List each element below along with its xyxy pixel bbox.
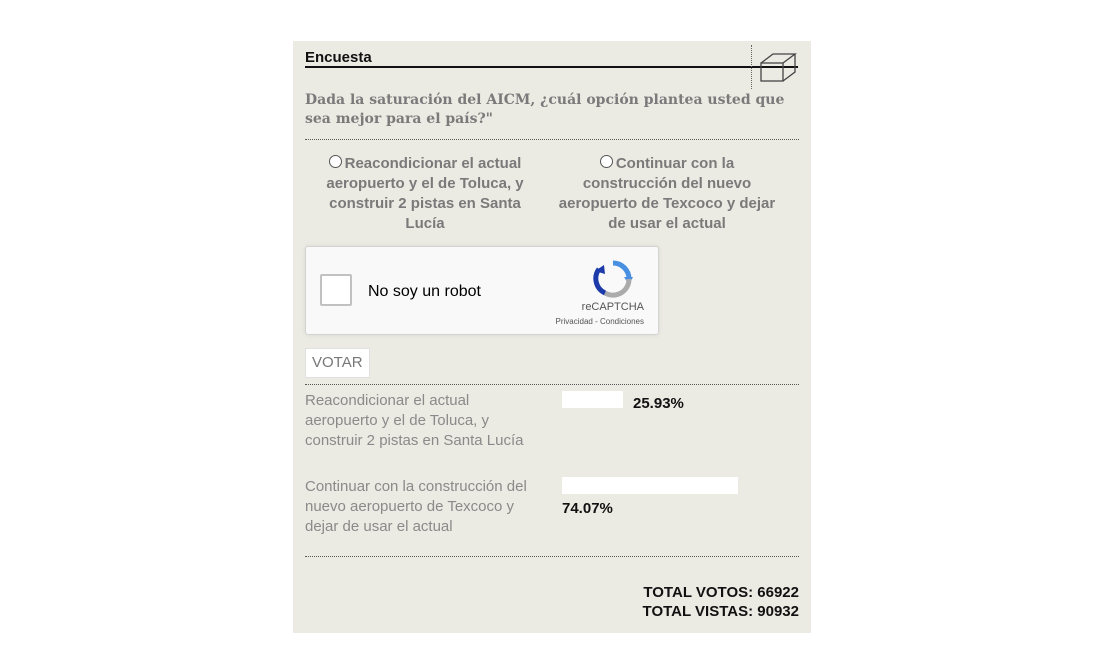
poll-title: Encuesta	[305, 49, 372, 66]
total-views: TOTAL VISTAS: 90932	[642, 603, 799, 620]
title-divider	[305, 66, 798, 68]
recaptcha-brand: reCAPTCHA	[581, 301, 644, 313]
vote-button[interactable]: VOTAR	[305, 348, 370, 378]
terms-link[interactable]: Condiciones	[599, 317, 644, 326]
option-label: Continuar con la construcción del nuevo aeropuerto de Texcoco y dejar de usar el actual	[558, 155, 776, 232]
results-top-divider	[305, 384, 799, 385]
result-bar-santa-lucia	[562, 391, 623, 408]
result-percent-santa-lucia: 25.93%	[633, 395, 684, 412]
question-divider	[305, 139, 799, 140]
poll-widget	[293, 41, 811, 633]
result-percent-texcoco: 74.07%	[562, 500, 613, 517]
option-santa-lucia[interactable]	[315, 154, 535, 234]
header-vertical-divider	[751, 45, 752, 89]
recaptcha-checkbox[interactable]	[320, 274, 352, 306]
link-separator: -	[592, 317, 600, 326]
option-label: Reacondicionar el actual aeropuerto y el de Toluca, y construir 2 pistas en Santa Lucía	[326, 155, 524, 232]
poll-totals	[643, 583, 799, 621]
radio-button[interactable]	[600, 155, 613, 168]
poll-question: Dada la saturación del AICM, ¿cuál opción plantea usted que sea mejor para el país?"	[305, 92, 785, 127]
result-bar-texcoco	[562, 477, 738, 494]
option-texcoco[interactable]	[557, 154, 777, 234]
result-label-santa-lucia: Reacondicionar el actual aeropuerto y el de Toluca, y construir 2 pistas en Santa Lucía	[305, 392, 524, 449]
box-icon	[759, 51, 799, 85]
results-bottom-divider	[305, 556, 799, 557]
result-label-texcoco: Continuar con la construcción del nuevo aeropuerto de Texcoco y dejar de usar el actual	[305, 478, 527, 535]
recaptcha-widget	[305, 246, 659, 335]
recaptcha-label: No soy un robot	[368, 283, 481, 300]
privacy-link[interactable]: Privacidad	[555, 317, 593, 326]
recaptcha-links	[556, 317, 645, 326]
radio-button[interactable]	[329, 155, 342, 168]
recaptcha-logo-icon	[593, 259, 633, 299]
total-votes: TOTAL VOTOS: 66922	[643, 584, 799, 601]
